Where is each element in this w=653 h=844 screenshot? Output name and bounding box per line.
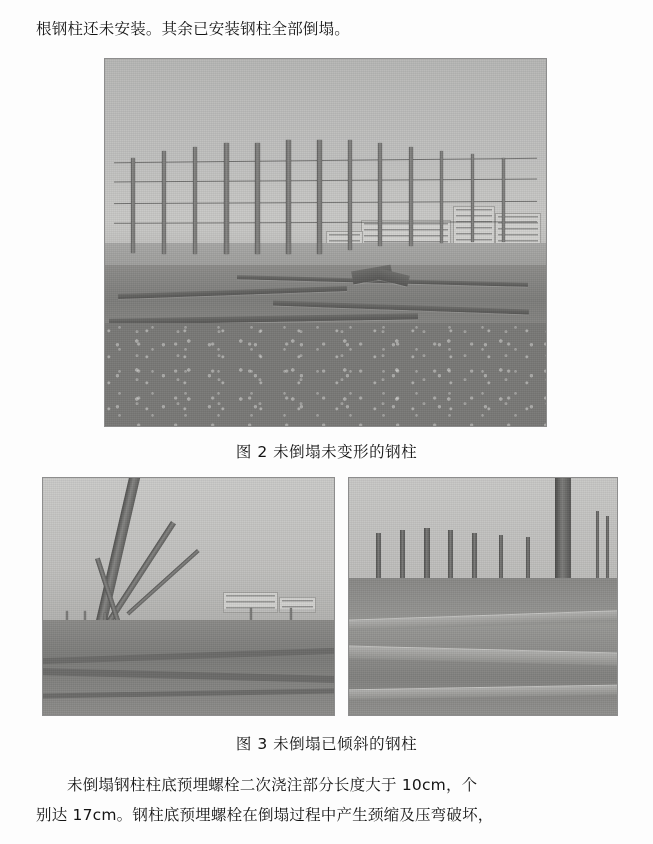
steel-column	[502, 158, 505, 242]
steel-column	[286, 140, 291, 254]
figure-3-left-photo	[43, 478, 334, 715]
steel-column	[255, 143, 260, 253]
steel-column	[440, 151, 443, 243]
paragraph-bottom	[36, 770, 628, 830]
steel-column	[131, 158, 135, 253]
steel-column	[471, 154, 474, 242]
steel-column	[162, 151, 166, 254]
figure-2-caption: 图 2 未倒塌未变形的钢柱	[235, 443, 418, 461]
ground-region	[43, 620, 334, 715]
paragraph-bottom-line-2: 别达 17cm。钢柱底预埋螺栓在倒塌过程中产生颈缩及压弯破坏，	[36, 806, 494, 824]
figure-3-caption: 图 3 未倒塌已倾斜的钢柱	[235, 735, 418, 753]
steel-column	[193, 147, 197, 253]
steel-column	[224, 143, 229, 253]
figure-2-image	[104, 58, 547, 427]
figure-3-left-image	[42, 477, 335, 716]
paragraph-top: 根钢柱还未安装。其余已安装钢柱全部倒塌。	[36, 20, 351, 38]
sky-region	[349, 478, 617, 582]
background-building	[279, 597, 316, 613]
figure-3-right-image	[348, 477, 618, 716]
figure-3-right-photo	[349, 478, 617, 715]
steel-column	[317, 140, 322, 254]
steel-column	[409, 147, 413, 246]
steel-column	[348, 140, 352, 250]
steel-column	[378, 143, 382, 246]
gravel-foreground	[105, 323, 546, 426]
paragraph-bottom-line-1: 未倒塌钢柱柱底预埋螺栓二次浇注部分长度大于 10cm，个	[67, 776, 478, 794]
figure-2-photo	[105, 59, 546, 426]
